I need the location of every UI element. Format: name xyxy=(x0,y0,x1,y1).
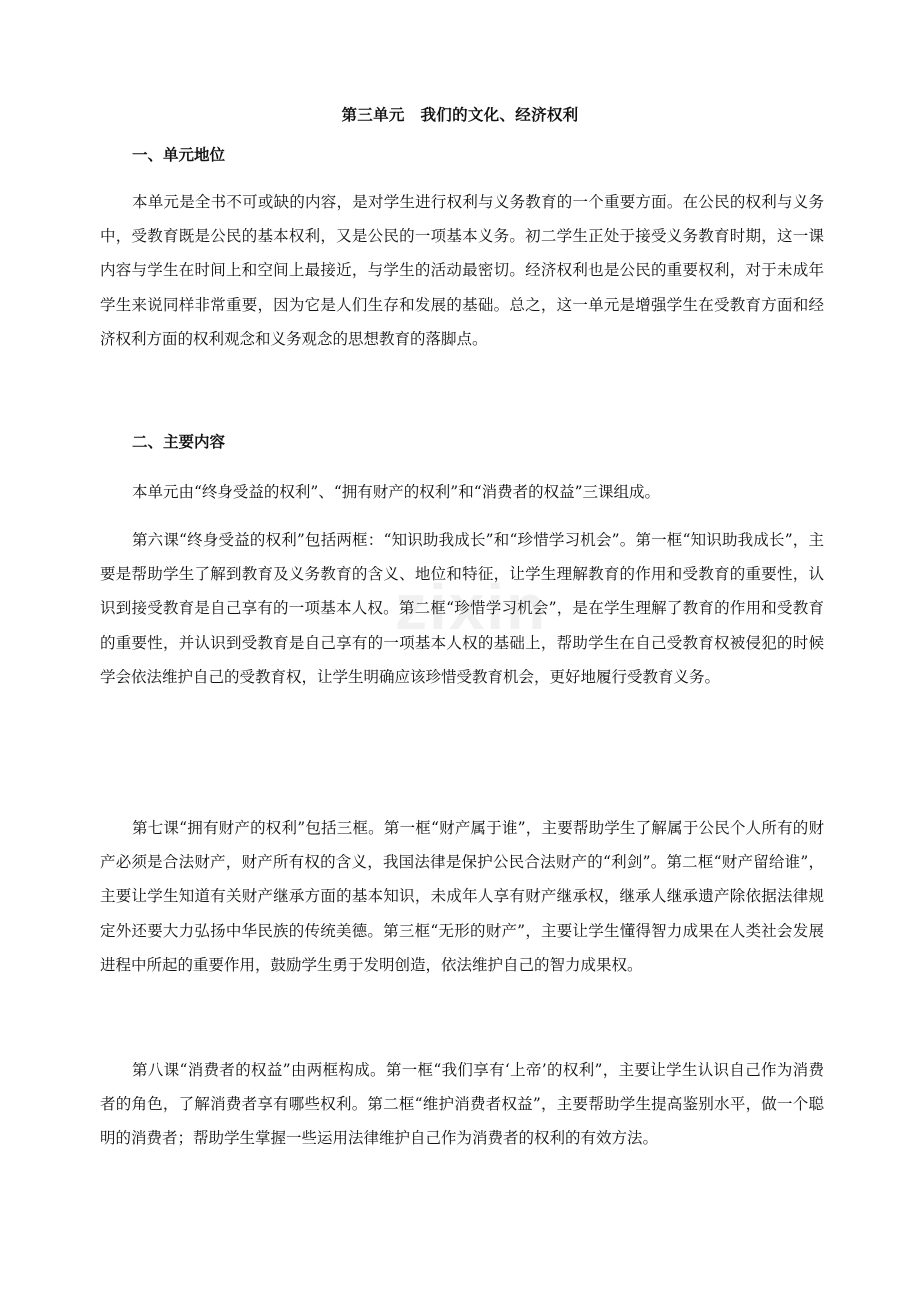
paragraph-lesson-eight: 第八课“消费者的权益”由两框构成。第一框“我们享有‘上帝’的权利”，主要让学生认识自己作为消费者的角色，了解消费者享有哪些权利。第二框“维护消费者权益”，主要帮助学生提高鉴别水平，做一个聪明的消费者；帮助学生掌握一些运用法律维护自己作为消费者的权利的有效方法。 xyxy=(100,1061,824,1148)
section-heading-unit-position: 一、单元地位 xyxy=(132,145,226,164)
watermark-text: zixin xyxy=(395,571,548,643)
paragraph-lesson-seven: 第七课“拥有财产的权利”包括三框。第一框“财产属于谁”，主要帮助学生了解属于公民个人所有的财产必须是合法财产，财产所有权的含义，我国法律是保护公民合法财产的“利剑”。第二框“财产留给谁”，主要让学生知道有关财产继承方面的基本知识，未成年人享有财产继承权，继承人继承遗产除依据法律规定外还要大力弘扬中华民族的传统美德。第三框“无形的财产”，主要让学生懂得智力成果在人类社会发展进程中所起的重要作用，鼓励学生勇于发明创造，依法维护自己的智力成果权。 xyxy=(100,819,824,974)
page-title: 第三单元 我们的文化、经济权利 xyxy=(341,105,579,124)
paragraph-intro: 本单元由“终身受益的权利”、“拥有财产的权利”和“消费者的权益”三课组成。 xyxy=(132,483,661,501)
paragraph-lesson-six: 第六课“终身受益的权利”包括两框：“知识助我成长”和“珍惜学习机会”。第一框“知识助我成长”，主要是帮助学生了解到教育及义务教育的含义、地位和特征，让学生理解教育的作用和受教育的重要性，认识到接受教育是自己享有的一项基本人权。第二框“珍惜学习机会”，是在学生理解了教育的作用和受教育的重要性，并认识到受教育是自己享有的一项基本人权的基础上，帮助学生在自己受教育权被侵犯的时候学会依法维护自己的受教育权，让学生明确应该珍惜受教育机会，更好地履行受教育义务。 xyxy=(100,531,824,686)
paragraph-unit-position: 本单元是全书不可或缺的内容，是对学生进行权利与义务教育的一个重要方面。在公民的权利与义务中，受教育既是公民的基本权利，又是公民的一项基本义务。初二学生正处于接受义务教育时期，这一课内容与学生在时间上和空间上最接近，与学生的活动最密切。经济权利也是公民的重要权利，对于未成年学生来说同样非常重要，因为它是人们生存和发展的基础。总之，这一单元是增强学生在受教育方面和经济权利方面的权利观念和义务观念的思想教育的落脚点。 xyxy=(100,193,824,348)
section-heading-main-content: 二、主要内容 xyxy=(132,432,226,451)
